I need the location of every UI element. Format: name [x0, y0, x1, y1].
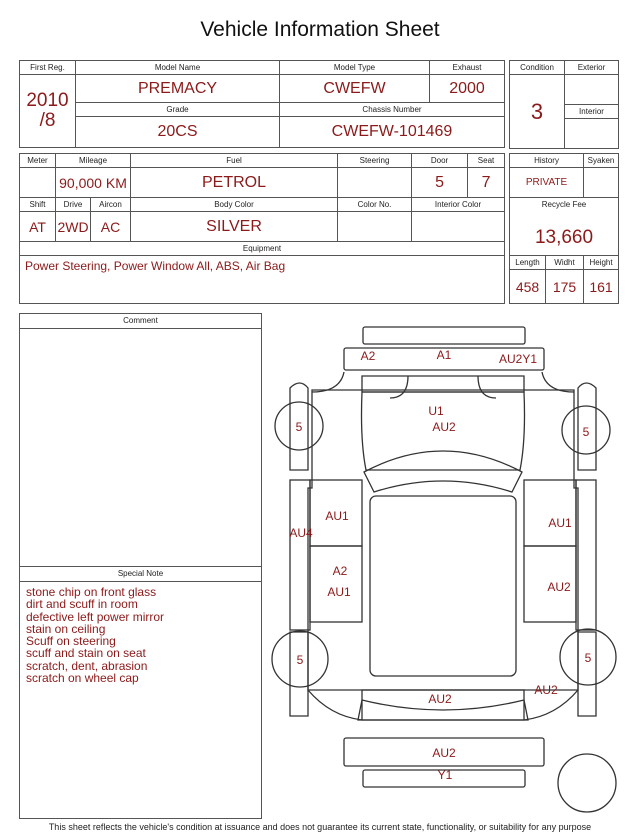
- disclaimer-footer: This sheet reflects the vehicle's condition at issuance and does not guarantee its current state, functionality, or suitability for any purpose: [48, 822, 592, 832]
- special-note-item: scratch, dent, abrasion: [26, 658, 148, 673]
- door-value: 5: [412, 168, 468, 198]
- model-name-label: Model Name: [76, 61, 280, 75]
- left-rear-corner: [308, 690, 362, 720]
- car-damage-diagram: [268, 322, 620, 818]
- width-value: 175: [546, 270, 584, 304]
- mark-right-rear-fender: AU2: [534, 683, 558, 697]
- left-rear-door: [310, 546, 362, 622]
- recycle-value: 13,660: [510, 212, 619, 256]
- right-light: [478, 376, 496, 398]
- syaken-label: Syaken: [584, 154, 619, 168]
- mark-left-side-extra: AU4: [289, 526, 313, 540]
- grade-label: Grade: [76, 103, 280, 117]
- comment-label: Comment: [20, 314, 261, 329]
- height-label: Height: [584, 256, 619, 270]
- syaken-value: [584, 168, 619, 198]
- right-rear-fender: [578, 632, 596, 716]
- door-label: Door: [412, 154, 468, 168]
- first-reg-year: 2010: [26, 90, 69, 111]
- mark-front-bumper-left: A2: [360, 349, 376, 363]
- color-no-value: [338, 212, 412, 242]
- body-color-label: Body Color: [131, 198, 338, 212]
- length-value: 458: [510, 270, 546, 304]
- first-reg-month: /8: [39, 110, 56, 131]
- windshield-outline: [364, 451, 522, 492]
- mark-left-front-door: AU1: [325, 509, 349, 523]
- mark-rear-bumper-bottom: Y1: [437, 768, 453, 782]
- left-light: [390, 376, 408, 398]
- right-rocker: [576, 480, 596, 630]
- mileage-label: Mileage: [56, 154, 131, 168]
- mark-hood-bottom: AU2: [432, 420, 456, 434]
- drive-value: 2WD: [56, 212, 91, 242]
- body-outline: [308, 390, 578, 690]
- condition-table: [509, 60, 619, 149]
- meter-label: Meter: [20, 154, 56, 168]
- comment-area: [20, 329, 261, 567]
- steering-label: Steering: [338, 154, 412, 168]
- special-note-item: stone chip on front glass: [26, 585, 157, 599]
- comment-box: [19, 313, 262, 819]
- mark-right-rear-door: AU2: [547, 580, 571, 594]
- first-reg-value: [20, 75, 76, 148]
- special-note-item: defective left power mirror: [26, 609, 165, 624]
- right-headlight-arc: [542, 372, 574, 392]
- sheet-title: Vehicle Information Sheet: [200, 18, 440, 41]
- mark-tire-front-left: 5: [295, 420, 303, 434]
- history-label: History: [510, 154, 584, 168]
- mark-tailgate: AU2: [428, 692, 452, 706]
- grade-value: 20CS: [76, 117, 280, 148]
- aircon-value: AC: [91, 212, 131, 242]
- recycle-label: Recycle Fee: [510, 198, 619, 212]
- left-headlight-arc: [312, 372, 344, 392]
- roof-outline: [370, 496, 516, 676]
- equipment-label: Equipment: [20, 242, 505, 256]
- mark-rear-bumper: AU2: [432, 746, 456, 760]
- interior-label: Interior: [565, 105, 619, 119]
- seat-value: 7: [468, 168, 505, 198]
- interior-color-value: [412, 212, 505, 242]
- mark-front-bumper-right: AU2Y1: [498, 352, 538, 366]
- middle-info-table: [19, 153, 505, 304]
- right-front-door: [524, 480, 576, 546]
- mark-tire-rear-left: 5: [296, 653, 304, 667]
- seat-label: Seat: [468, 154, 505, 168]
- condition-label: Condition: [510, 61, 565, 75]
- mark-left-rear-door-top: A2: [332, 564, 348, 578]
- equipment-value: Power Steering, Power Window All, ABS, Air Bag: [20, 256, 505, 304]
- first-reg-label: First Reg.: [20, 61, 76, 75]
- top-info-table: [19, 60, 505, 148]
- color-no-label: Color No.: [338, 198, 412, 212]
- left-rear-fender: [290, 632, 308, 716]
- mark-hood-top: U1: [428, 404, 444, 418]
- exhaust-label: Exhaust: [430, 61, 505, 75]
- exterior-value: [565, 75, 619, 105]
- mileage-value: 90,000 KM: [56, 168, 131, 198]
- shift-value: AT: [20, 212, 56, 242]
- mark-left-rear-door-bottom: AU1: [327, 585, 351, 599]
- mark-right-front-door: AU1: [548, 516, 572, 530]
- special-note-item: scratch on wheel cap: [26, 671, 139, 686]
- special-note-label: Special Note: [20, 567, 261, 582]
- fuel-value: PETROL: [131, 168, 338, 198]
- front-grille-outline: [363, 327, 525, 344]
- shift-label: Shift: [20, 198, 56, 212]
- side-info-table: [509, 153, 619, 304]
- interior-color-label: Interior Color: [412, 198, 505, 212]
- special-note-item: dirt and scuff in room: [26, 597, 138, 612]
- aircon-label: Aircon: [91, 198, 131, 212]
- meter-value: [20, 168, 56, 198]
- left-rocker: [290, 480, 310, 630]
- mark-tire-rear-right: 5: [584, 651, 592, 665]
- model-name-value: PREMACY: [76, 75, 280, 103]
- spare-tire: [558, 754, 616, 812]
- width-label: Widht: [546, 256, 584, 270]
- special-note-list: [20, 582, 261, 684]
- model-type-label: Model Type: [280, 61, 430, 75]
- steering-value: [338, 168, 412, 198]
- chassis-label: Chassis Number: [280, 103, 505, 117]
- mark-front-bumper-center: A1: [436, 348, 452, 362]
- special-note-item: Scuff on steering: [26, 634, 116, 649]
- drive-label: Drive: [56, 198, 91, 212]
- height-value: 161: [584, 270, 619, 304]
- length-label: Length: [510, 256, 546, 270]
- special-note-item: stain on ceiling: [26, 621, 106, 636]
- fuel-label: Fuel: [131, 154, 338, 168]
- chassis-value: CWEFW-101469: [280, 117, 505, 148]
- interior-value: [565, 119, 619, 149]
- body-color-value: SILVER: [131, 212, 338, 242]
- exhaust-value: 2000: [430, 75, 505, 103]
- special-note-item: scuff and stain on seat: [26, 646, 146, 661]
- mark-tire-front-right: 5: [582, 425, 590, 439]
- exterior-label: Exterior: [565, 61, 619, 75]
- condition-score: 3: [510, 75, 565, 149]
- history-value: PRIVATE: [510, 168, 584, 198]
- model-type-value: CWEFW: [280, 75, 430, 103]
